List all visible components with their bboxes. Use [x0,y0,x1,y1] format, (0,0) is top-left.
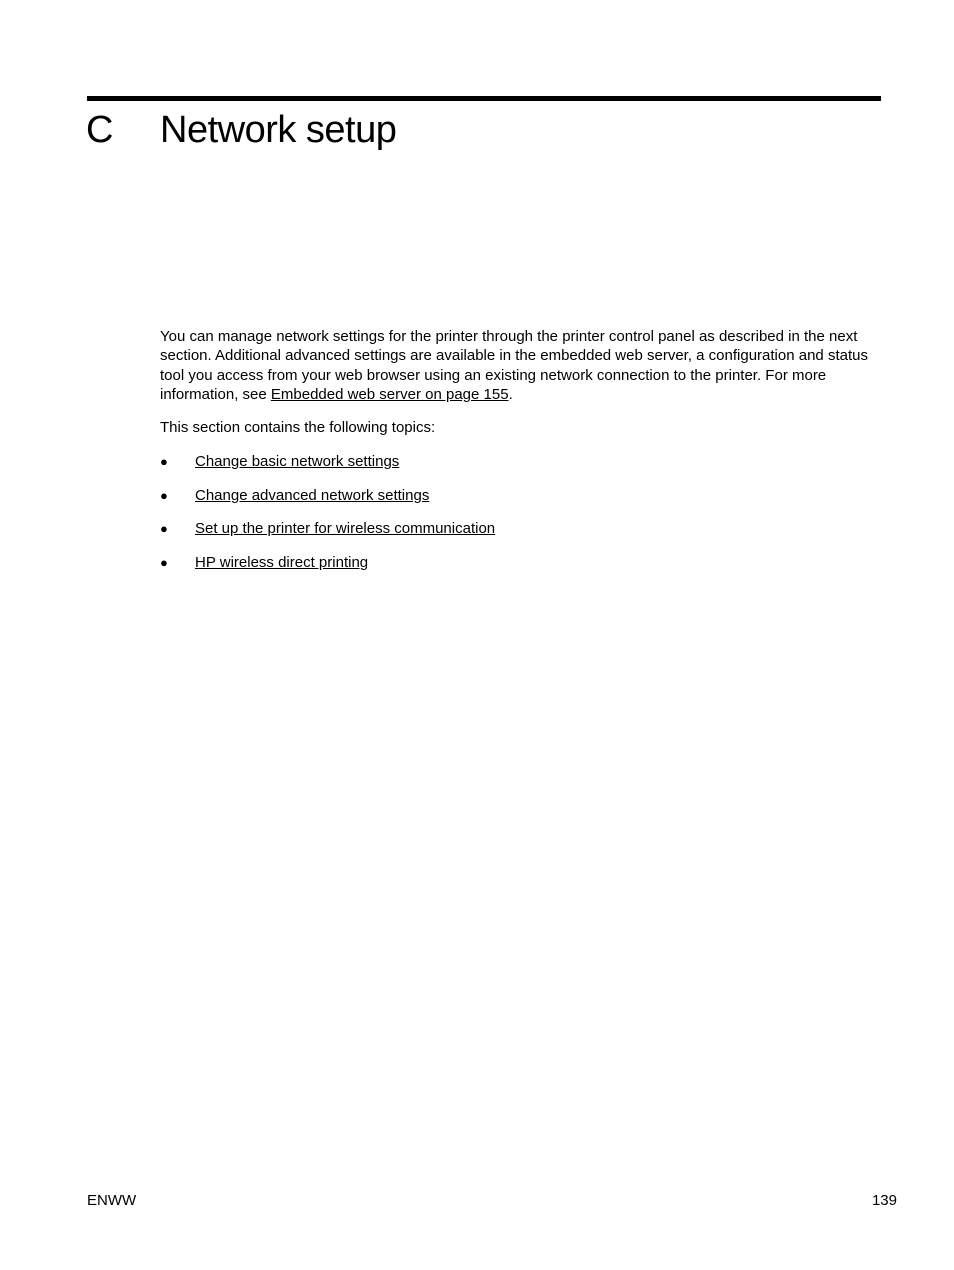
chapter-rule [87,96,881,101]
intro-text: You can manage network settings for the printer through the printer control panel as described in the next section. Additional advanced settings are available in the embedded web server, a configuration and status tool you access from your web browser using an existing network connection to the printer. For more information, see [160,328,868,403]
intro-paragraph [160,327,882,404]
bullet-icon: ● [160,521,168,537]
footer-label: ENWW [87,1192,137,1209]
chapter-title: Network setup [160,109,397,151]
topic-link-basic-network-settings[interactable]: Change basic network settings [195,453,400,470]
bullet-icon: ● [160,554,168,570]
chapter-letter: C [86,109,113,151]
bullet-icon: ● [160,454,168,469]
intro-text-end: . [508,385,513,403]
topics-lead: This section contains the following topics: [160,419,436,436]
topic-link-wireless-direct-printing[interactable]: HP wireless direct printing [195,553,369,571]
topic-link-advanced-network-settings[interactable]: Change advanced network settings [195,486,430,504]
embedded-web-server-link[interactable]: Embedded web server on page 155 [270,385,509,403]
topic-link-wireless-communication[interactable]: Set up the printer for wireless communication [195,520,496,538]
bullet-icon: ● [160,487,168,503]
page-number: 139 [871,1192,897,1209]
